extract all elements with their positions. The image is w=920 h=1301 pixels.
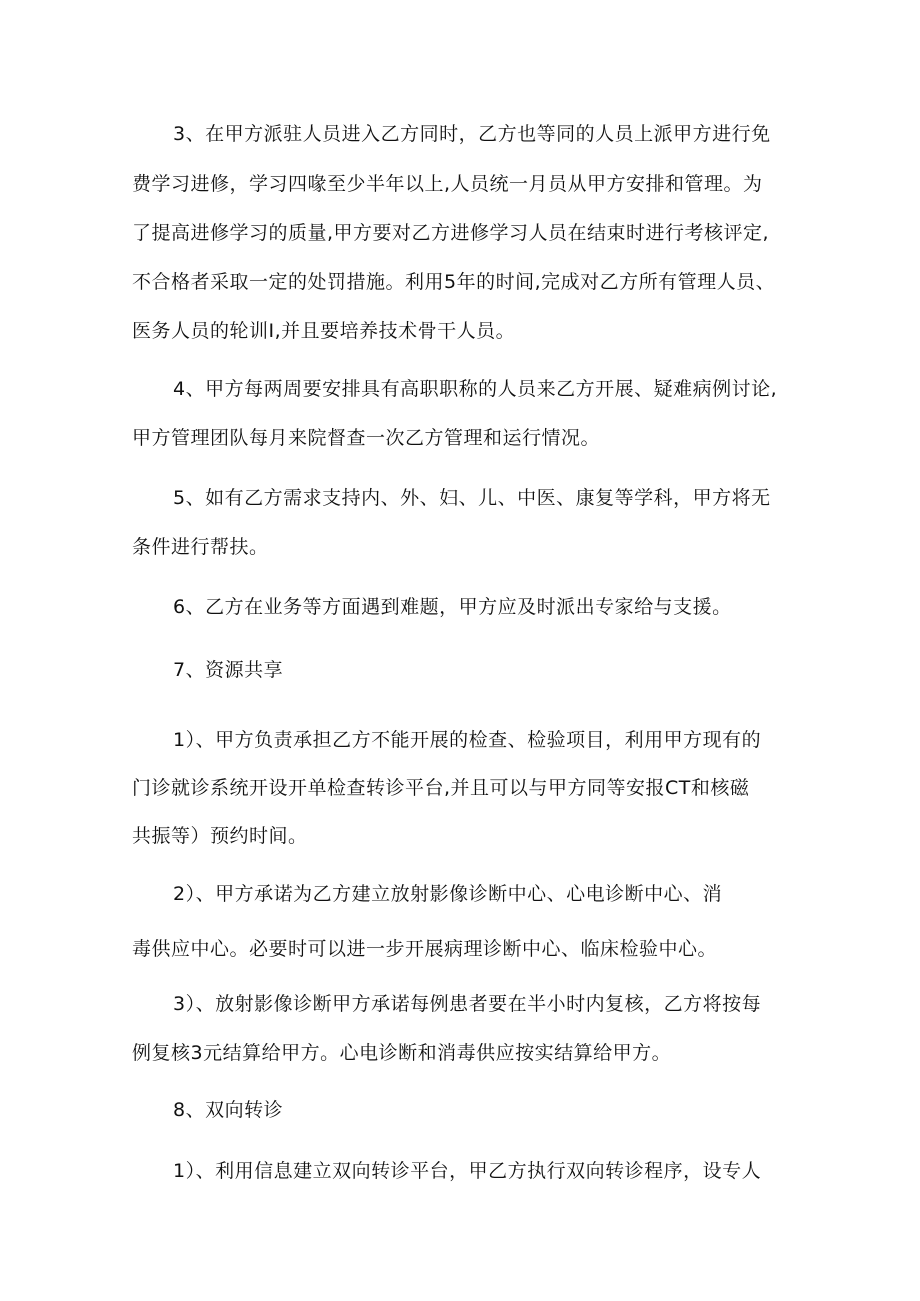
clause-3-line-3: 了提高进修学习的质量,甲方要对乙方进修学习人员在结束时进行考核评定,: [132, 222, 770, 244]
clause-3-line-1: 3、在甲方派驻人员进入乙方同时，乙方也等同的人员上派甲方进行免: [173, 123, 771, 145]
item-7-2-line-2: 毒供应中心。必要时可以进一步开展病理诊断中心、临床检验中心。: [132, 938, 718, 960]
clause-3-line-5: 医务人员的轮训I,并且要培养技术骨干人员。: [132, 320, 516, 342]
item-7-1-line-2: 门诊就诊系统开设开单检查转诊平台,并且可以与甲方同等安报CT和核磁: [132, 777, 750, 799]
clause-3-line-2: 费学习进修，学习四喙至少半年以上,人员统一月员从甲方安排和管理。为: [132, 173, 763, 195]
item-7-1-line-3: 共振等）预约时间。: [132, 825, 308, 847]
clause-5-line-2: 条件进行帮扶。: [132, 536, 269, 558]
item-7-3-line-2: 例复核3元结算给甲方。心电诊断和消毒供应按实结算给甲方。: [132, 1042, 672, 1064]
item-7-1-line-1: 1）、甲方负责承担乙方不能开展的检查、检验项目，利用甲方现有的: [173, 729, 762, 751]
clause-6-line-1: 6、乙方在业务等方面遇到难题，甲方应及时派出专家给与支援。: [173, 596, 732, 618]
clause-3-line-4: 不合格者采取一定的处罚措施。利用5年的时间,完成对乙方所有管理人员、: [132, 271, 776, 293]
item-7-2-line-1: 2）、甲方承诺为乙方建立放射影像诊断中心、心电诊断中心、消: [173, 883, 723, 905]
item-7-3-line-1: 3）、放射影像诊断甲方承诺每例患者要在半小时内复核，乙方将按每: [173, 993, 762, 1015]
clause-4-line-2: 甲方管理团队每月来院督查一次乙方管理和运行情况。: [132, 427, 601, 449]
section-8-heading: 8、双向转诊: [173, 1099, 284, 1121]
clause-5-line-1: 5、如有乙方需求支持内、外、妇、儿、中医、康复等学科，甲方将无: [173, 487, 771, 509]
section-7-heading: 7、资源共享: [173, 659, 284, 681]
item-8-1-line-1: 1）、利用信息建立双向转诊平台，甲乙方执行双向转诊程序，设专人: [173, 1160, 762, 1182]
clause-4-line-1: 4、甲方每两周要安排具有高职职称的人员来乙方开展、疑难病例讨论,: [173, 378, 778, 400]
